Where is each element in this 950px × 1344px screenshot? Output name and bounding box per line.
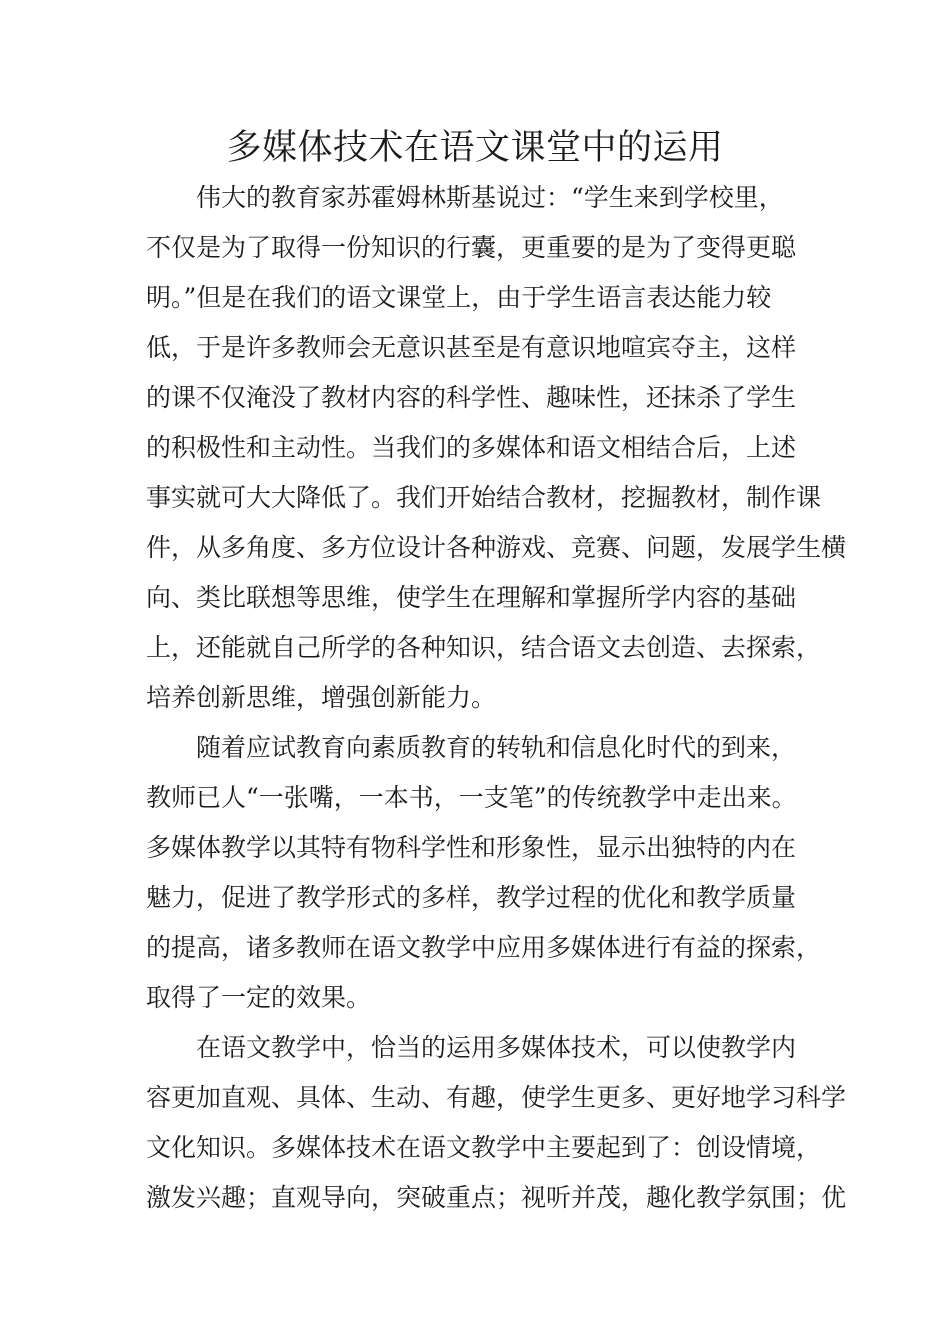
paragraph-line: 在语文教学中，恰当的运用多媒体技术，可以使教学内 [196,1033,797,1062]
document-title: 多媒体技术在语文课堂中的运用 [226,128,724,168]
paragraph-line: 不仅是为了取得一份知识的行囊，更重要的是为了变得更聪 [146,233,797,262]
paragraph-line: 明。”但是在我们的语文课堂上，由于学生语言表达能力较 [146,283,772,312]
paragraph-line: 低，于是许多教师会无意识甚至是有意识地喧宾夺主，这样 [146,333,797,362]
paragraph-line: 向、类比联想等思维，使学生在理解和掌握所学内容的基础 [146,583,797,612]
paragraph-line: 上，还能就自己所学的各种知识，结合语文去创造、去探索， [146,633,822,662]
paragraph-line: 多媒体教学以其特有物科学性和形象性，显示出独特的内在 [146,833,797,862]
paragraph-line: 取得了一定的效果。 [146,983,372,1012]
paragraph-line: 容更加直观、具体、生动、有趣，使学生更多、更好地学习科学 [146,1083,847,1112]
paragraph-line: 激发兴趣；直观导向，突破重点；视听并茂，趣化教学氛围；优 [146,1183,847,1212]
paragraph-line: 的提高，诸多教师在语文教学中应用多媒体进行有益的探索， [146,933,822,962]
paragraph-line: 件，从多角度、多方位设计各种游戏、竞赛、问题，发展学生横 [146,533,847,562]
paragraph-line: 教师已人“一张嘴，一本书，一支笔”的传统教学中走出来。 [146,783,797,812]
paragraph-line: 事实就可大大降低了。我们开始结合教材，挖掘教材，制作课 [146,483,822,512]
paragraph-line: 的积极性和主动性。当我们的多媒体和语文相结合后，上述 [146,433,797,462]
paragraph-line: 的课不仅淹没了教材内容的科学性、趣味性，还抹杀了学生 [146,383,797,412]
paragraph-line: 魅力，促进了教学形式的多样，教学过程的优化和教学质量 [146,883,797,912]
paragraph-line: 随着应试教育向素质教育的转轨和信息化时代的到来， [196,733,797,762]
paragraph-line: 伟大的教育家苏霍姆林斯基说过：“学生来到学校里， [196,183,784,212]
paragraph-line: 文化知识。多媒体技术在语文教学中主要起到了：创设情境， [146,1133,822,1162]
paragraph-line: 培养创新思维，增强创新能力。 [146,683,497,712]
